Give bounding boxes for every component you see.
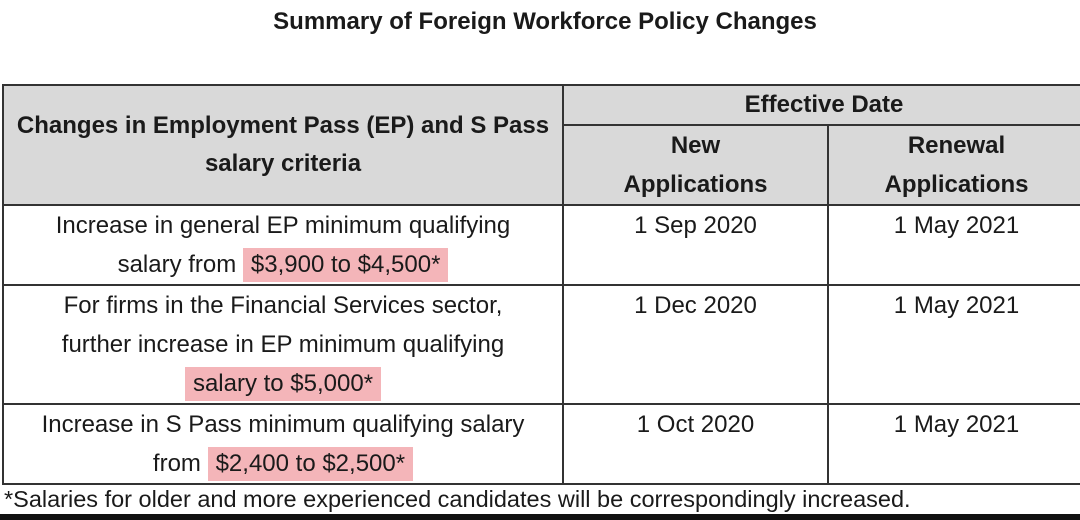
- table-row: [3, 285, 1080, 404]
- criteria-line: [4, 444, 562, 483]
- renewal-applications-date: 1 May 2021: [828, 404, 1080, 484]
- renewal-applications-date: 1 May 2021: [828, 285, 1080, 404]
- criteria-cell: [3, 404, 563, 484]
- table-header-row: [3, 85, 1080, 125]
- new-header-line1: New: [670, 132, 721, 159]
- criteria-header-line1: Changes in Employment Pass (EP) and S Pass: [16, 112, 550, 139]
- new-applications-date: 1 Dec 2020: [563, 285, 828, 404]
- renewal-header-line1: Renewal: [907, 132, 1006, 159]
- policy-changes-table: [2, 84, 1080, 485]
- bottom-edge-bar: [0, 514, 1080, 520]
- page-title: Summary of Foreign Workforce Policy Changes: [273, 8, 817, 35]
- renewal-applications-header: [828, 125, 1080, 205]
- criteria-line: Increase in general EP minimum qualifying: [55, 212, 511, 239]
- renewal-applications-date: 1 May 2021: [828, 205, 1080, 285]
- criteria-cell: [3, 285, 563, 404]
- criteria-line: further increase in EP minimum qualifying: [61, 331, 505, 358]
- new-applications-header: [563, 125, 828, 205]
- criteria-line: [4, 245, 562, 284]
- criteria-cell: [3, 205, 563, 285]
- criteria-text: from: [152, 450, 208, 477]
- new-header-line2: Applications: [623, 171, 768, 198]
- new-applications-date: 1 Sep 2020: [563, 205, 828, 285]
- table-row: [3, 404, 1080, 484]
- highlighted-salary: salary to $5,000*: [185, 367, 381, 401]
- footnote: *Salaries for older and more experienced candidates will be correspondingly increased.: [4, 486, 911, 512]
- criteria-line: For firms in the Financial Services sector,: [63, 292, 503, 319]
- criteria-line: Increase in S Pass minimum qualifying salary: [41, 411, 525, 438]
- criteria-text: salary from: [117, 251, 243, 278]
- new-applications-date: 1 Oct 2020: [563, 404, 828, 484]
- effective-date-header: Effective Date: [563, 85, 1080, 125]
- criteria-line: [4, 364, 562, 403]
- table-row: [3, 205, 1080, 285]
- renewal-header-line2: Applications: [884, 171, 1029, 198]
- highlighted-salary: $2,400 to $2,500*: [208, 447, 414, 481]
- criteria-header-line2: salary criteria: [204, 150, 362, 177]
- criteria-column-header: [3, 85, 563, 205]
- highlighted-salary: $3,900 to $4,500*: [243, 248, 449, 282]
